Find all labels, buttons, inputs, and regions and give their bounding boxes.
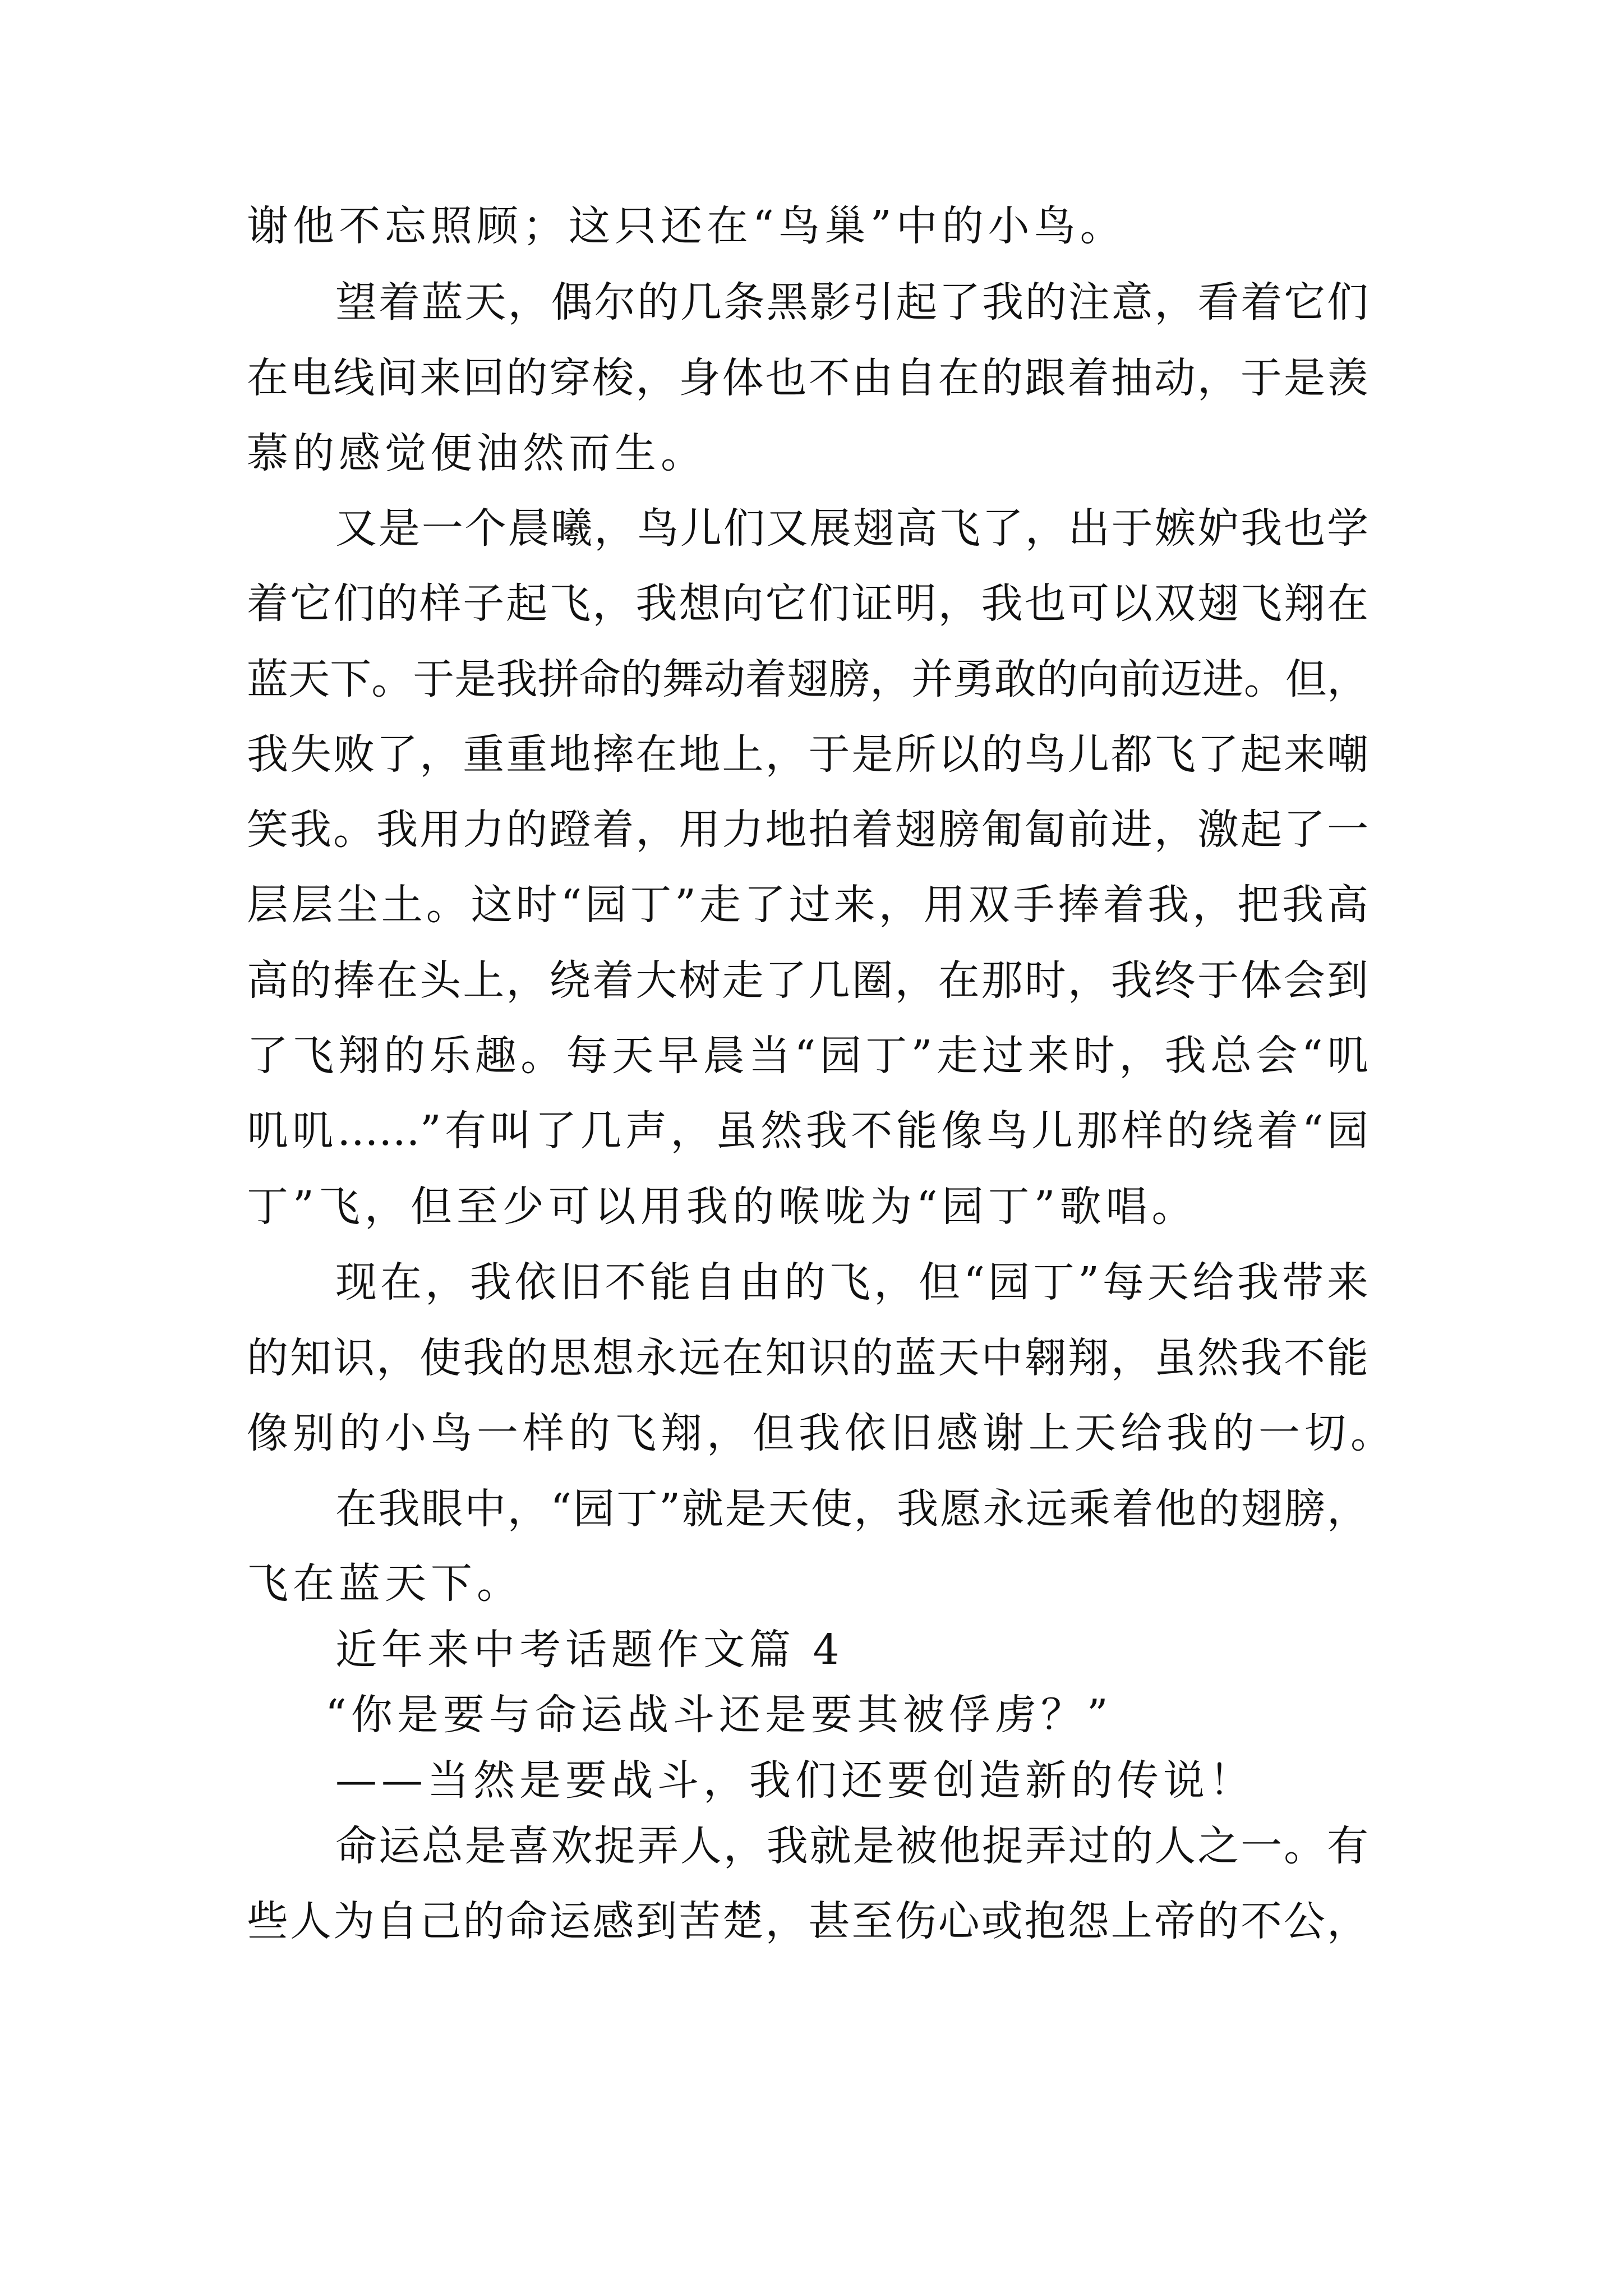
text-line: 飞在蓝天下。 [247,1559,523,1608]
text-line: 谢他不忘照顾；这只还在“鸟巢”中的小鸟。 [247,202,1126,250]
text-line: 像别的小鸟一样的飞翔，但我依旧感谢上天给我的一切。 [247,1409,1396,1458]
text-line: 命运总是喜欢捉弄人，我就是被他捉弄过的人之一。有 [335,1821,1368,1870]
text-line: 笑我。我用力的蹬着，用力地拍着翅膀匍匐前进，激起了一 [247,806,1368,854]
text-line: ——当然是要战斗，我们还要创造新的传说！ [335,1756,1255,1805]
text-line: 蓝天下。于是我拼命的舞动着翅膀，并勇敢的向前迈进。但， [247,655,1368,703]
text-line: 高的捧在头上，绕着大树走了几圈，在那时，我终于体会到 [247,956,1368,1005]
text-line: 层层尘土。这时“园丁”走了过来，用双手捧着我，把我高 [247,881,1368,930]
text-line: 着它们的样子起飞，我想向它们证明，我也可以双翅飞翔在 [247,579,1368,628]
text-line: “你是要与命运战斗还是要其被俘虏？” [325,1690,1113,1739]
text-line: 丁”飞，但至少可以用我的喉咙为“园丁”歌唱。 [247,1182,1198,1231]
text-line: 了飞翔的乐趣。每天早晨当“园丁”走过来时，我总会“叽 [247,1031,1368,1080]
text-line: 的知识，使我的思想永远在知识的蓝天中翱翔，虽然我不能 [247,1333,1368,1382]
text-line: 些人为自己的命运感到苦楚，甚至伤心或抱怨上帝的不公， [247,1897,1368,1945]
text-line: 我失败了，重重地摔在地上，于是所以的鸟儿都飞了起来嘲 [247,730,1368,779]
text-line: 现在，我依旧不能自由的飞，但“园丁”每天给我带来 [335,1258,1368,1307]
text-line: 又是一个晨曦，鸟儿们又展翅高飞了，出于嫉妒我也学 [335,504,1368,553]
section-heading: 近年来中考话题作文篇 4 [335,1625,844,1674]
text-line: 在我眼中，“园丁”就是天使，我愿永远乘着他的翅膀， [335,1484,1368,1533]
text-line: 望着蓝天，偶尔的几条黑影引起了我的注意，看着它们 [335,278,1368,327]
text-line: 在电线间来回的穿梭，身体也不由自在的跟着抽动，于是羡 [247,353,1368,402]
text-line: 慕的感觉便油然而生。 [247,429,707,477]
text-line: 叽叽……”有叫了几声，虽然我不能像鸟儿那样的绕着“园 [247,1107,1368,1156]
